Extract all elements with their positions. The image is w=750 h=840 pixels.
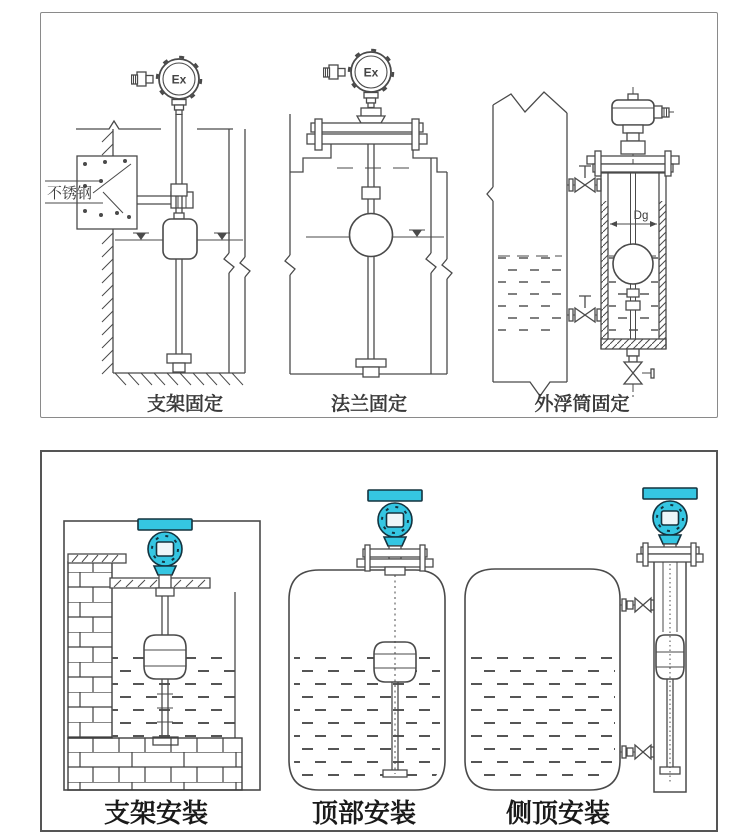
flange: [637, 543, 703, 566]
connection-valve-top: [620, 598, 654, 612]
caption-bracket-installation: 支架安装: [103, 798, 209, 828]
chamber-wall-hatch: [601, 201, 608, 339]
rod-stop: [356, 359, 386, 367]
diagram-external-chamber-fixed: [487, 87, 679, 415]
break-mark: [240, 257, 250, 277]
connection-valve-bottom: [620, 745, 654, 759]
break-mark: [426, 253, 436, 273]
diagram-side-top-installation: [465, 488, 703, 828]
flange-bolt: [595, 151, 601, 176]
tank-liquid: [498, 252, 562, 334]
rod-coupling: [171, 184, 187, 196]
shutoff-valve-bottom: [567, 296, 601, 322]
diameter-callout: [610, 210, 657, 227]
caption-side-top-installation: 侧顶安装: [505, 798, 611, 828]
level-mark: [409, 230, 425, 237]
level-mark: [214, 233, 230, 240]
diagram-flange-fixed: [285, 50, 452, 415]
top-panel-drawing: [41, 13, 716, 416]
ex-transmitter-head: [324, 50, 394, 108]
flange-bolt: [665, 151, 671, 176]
diagram-bracket-fixed: [45, 57, 250, 415]
flange-bolt: [420, 545, 425, 571]
chamber-wall-hatch: [659, 201, 666, 339]
diameter-label: Dg: [633, 210, 649, 222]
break-mark: [285, 255, 295, 275]
rod-coupling: [362, 187, 380, 199]
floor-hatching: [115, 373, 243, 385]
caption-bracket-fixed: 支架固定: [146, 394, 224, 415]
float: [350, 214, 393, 257]
caption-top-installation: 顶部安装: [311, 798, 417, 828]
diagram-bracket-installation: [64, 519, 260, 828]
process-tank: [487, 92, 567, 396]
flange-bolt: [412, 119, 419, 150]
chamber-bottom: [601, 339, 666, 349]
sensor-rod: [356, 144, 386, 377]
top-panel: [40, 12, 718, 418]
flange: [307, 108, 427, 150]
float: [613, 244, 653, 284]
float: [144, 635, 186, 679]
rod-stop: [167, 354, 191, 363]
rod-stop: [660, 767, 680, 774]
ex-transmitter-head: [132, 57, 202, 115]
rod-collar: [156, 588, 174, 596]
stainless-steel-label: 不锈钢: [47, 185, 93, 202]
flange-bolt: [691, 543, 696, 566]
drain-valve: [624, 349, 654, 399]
flange-bolt: [643, 543, 648, 566]
float: [163, 213, 197, 259]
diagram-top-installation: [289, 490, 445, 828]
caption-flange-fixed: 法兰固定: [330, 394, 408, 415]
caption-external-chamber-fixed: 外浮筒固定: [534, 394, 630, 415]
break-mark: [442, 259, 452, 279]
water: [294, 657, 440, 785]
bottom-panel-drawing: [42, 452, 716, 830]
flange-bolt: [365, 545, 370, 571]
rod-coupling: [626, 301, 640, 310]
rod-coupling: [627, 289, 639, 297]
level-mark: [133, 233, 149, 240]
flange-bolt: [315, 119, 322, 150]
flange: [357, 545, 433, 575]
brick-wall: [68, 562, 112, 738]
break-mark: [224, 253, 234, 273]
bottom-panel: [40, 450, 718, 832]
water: [470, 655, 615, 785]
rod-collar: [385, 567, 405, 575]
brick-floor: [68, 738, 242, 790]
wall-cap: [68, 554, 126, 563]
